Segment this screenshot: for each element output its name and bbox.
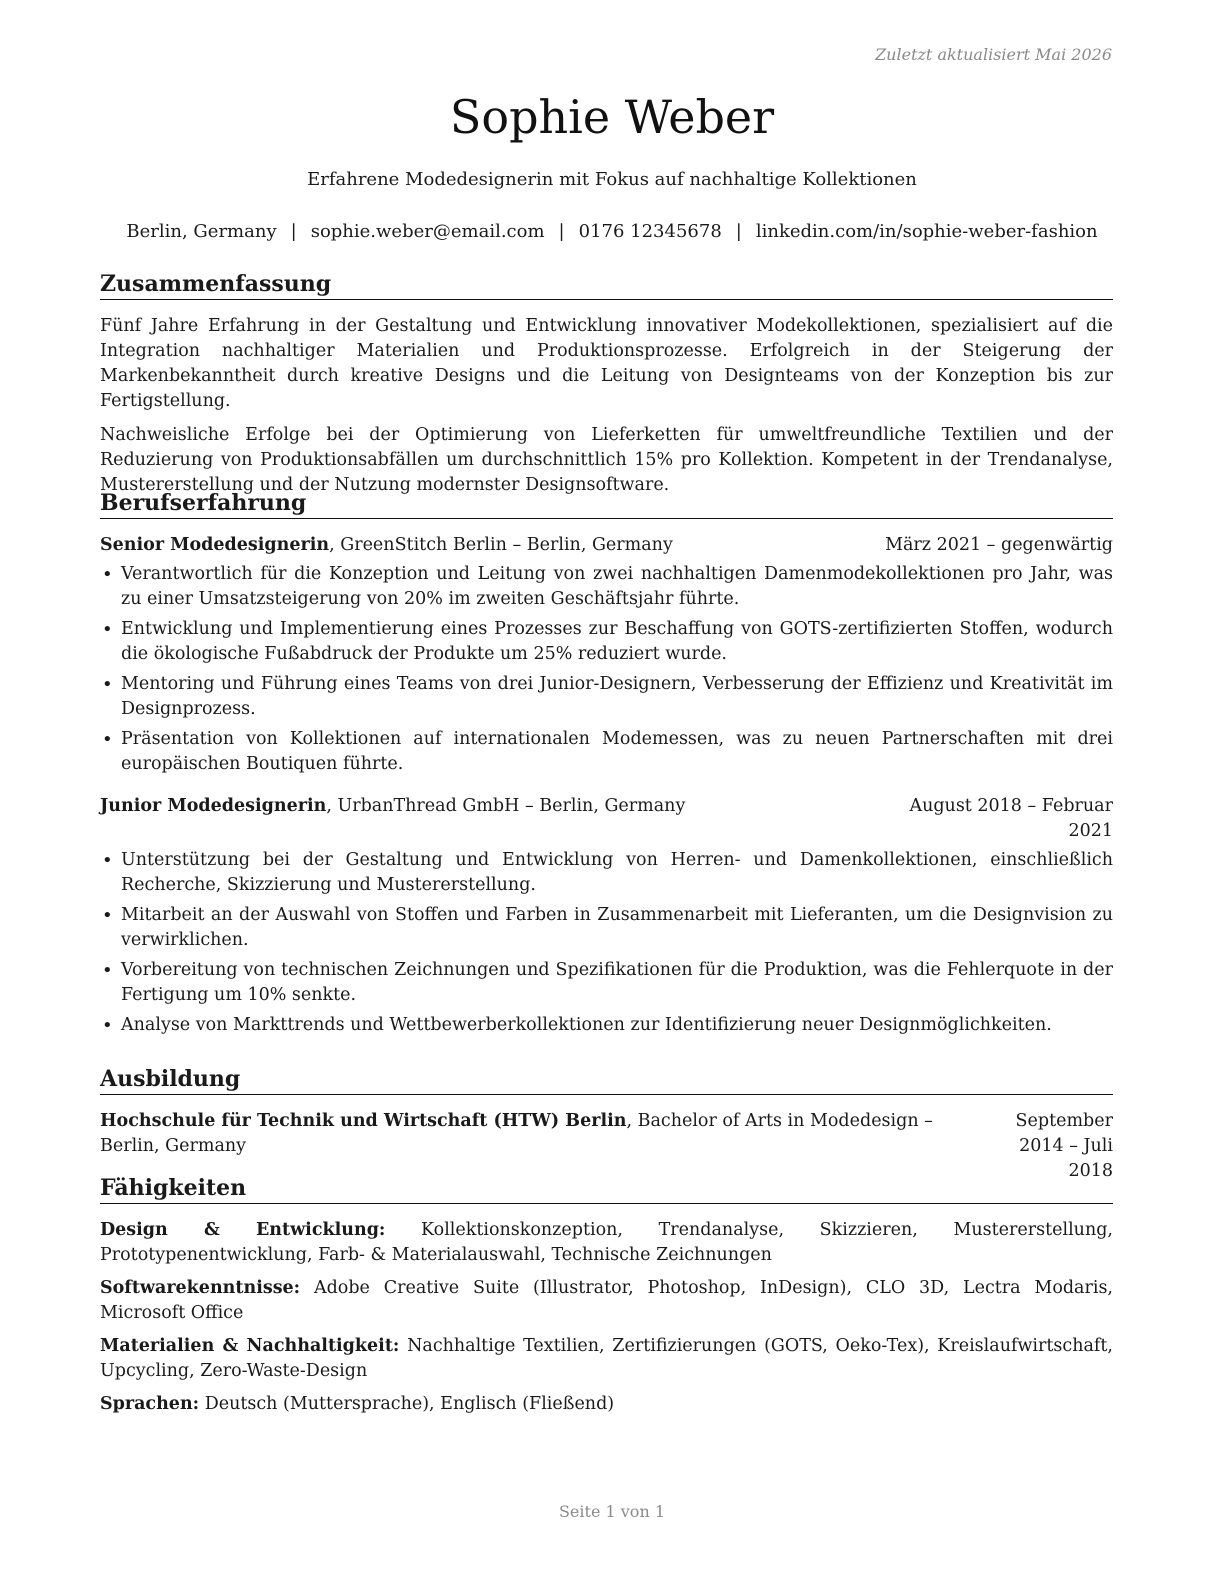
- list-item: • Mentoring und Führung eines Teams von drei Junior-Designern, Verbesserung der Effizienz und Kreativität im Designprozess.: [100, 672, 1113, 722]
- contact-line: [0, 220, 1224, 244]
- section-title-education: Ausbildung: [100, 1065, 1113, 1095]
- separator: |: [735, 221, 742, 242]
- list-item: • Vorbereitung von technischen Zeichnungen und Spezifikationen für die Produktion, was die Fehlerquote in der Fertigung um 10% senkte.: [100, 958, 1113, 1008]
- skill-value: Adobe Creative Suite (Illustrator, Photoshop, InDesign), CLO 3D, Lectra Modaris, Microsoft Office: [100, 1278, 1113, 1323]
- skill-value: Deutsch (Muttersprache), Englisch (Fließend): [199, 1394, 615, 1414]
- job-company: , GreenStitch Berlin – Berlin, Germany: [329, 535, 673, 555]
- job-dates: März 2021 – gegenwärtig: [885, 535, 1113, 555]
- list-item: • Mitarbeit an der Auswahl von Stoffen und Farben in Zusammenarbeit mit Lieferanten, um die Designvision zu verwirklichen.: [100, 903, 1113, 953]
- job-company: , UrbanThread GmbH – Berlin, Germany: [326, 796, 686, 816]
- list-item: • Analyse von Markttrends und Wettbewerberkollektionen zur Identifizierung neuer Designmöglichkeiten.: [100, 1013, 1113, 1038]
- education-entry: [100, 1109, 1113, 1184]
- skill-item: [100, 1334, 1113, 1384]
- tagline: Erfahrene Modedesignerin mit Fokus auf nachhaltige Kollektionen: [307, 169, 917, 190]
- education-line: [100, 1109, 974, 1184]
- job-bullets: [100, 562, 1113, 777]
- section-title-summary: Zusammenfassung: [100, 270, 1113, 300]
- skills-section: [100, 1174, 1113, 1425]
- skill-label: Materialien & Nachhaltigkeit:: [100, 1336, 400, 1356]
- summary-paragraph: Nachweisliche Erfolge bei der Optimierung von Lieferketten für umweltfreundliche Textilien und der Reduzierung von Produktionsabfällen um durchschnittlich 15% pro Kollektion. Kompetent in der Trendanalyse, Mustererstellung und der Nutzung modernster Designsoftware.: [100, 425, 1113, 495]
- summary-paragraph: Fünf Jahre Erfahrung in der Gestaltung und Entwicklung innovativer Modekollektionen, spezialisiert auf die Integration nachhaltiger Materialien und Produktionsprozesse. Erfolgreich in der Steigerung der Markenbekanntheit durch kreative Designs und die Leitung von Designteams von der Konzeption bis zur Fertigstellung.: [100, 316, 1113, 411]
- contact-linkedin[interactable]: linkedin.com/in/sophie-weber-fashion: [755, 221, 1098, 242]
- job-header: [100, 794, 1113, 844]
- contact-location: Berlin, Germany: [126, 221, 277, 242]
- separator: |: [290, 221, 297, 242]
- job-entry: [100, 794, 1113, 1038]
- skill-item: [100, 1276, 1113, 1326]
- separator: |: [558, 221, 565, 242]
- page-number: Seite 1 von 1: [558, 1502, 666, 1521]
- education-institution: Hochschule für Technik und Wirtschaft (HTW) Berlin: [100, 1111, 627, 1131]
- job-role: Junior Modedesignerin: [100, 796, 327, 816]
- job-title-line: [100, 533, 673, 558]
- education-dates: September 2014 – Juli 2018: [1015, 1111, 1113, 1181]
- section-title-skills: Fähigkeiten: [100, 1174, 1113, 1204]
- skill-item: [100, 1218, 1113, 1268]
- skill-label: Design & Entwicklung:: [100, 1220, 386, 1240]
- skill-label: Softwarekenntnisse:: [100, 1278, 301, 1298]
- job-entry: [100, 533, 1113, 777]
- job-bullets: [100, 848, 1113, 1038]
- skill-value: Nachhaltige Textilien, Zertifizierungen (GOTS, Oeko-Tex), Kreislaufwirtschaft, Upcycling, Zero-Waste-Design: [100, 1336, 1113, 1381]
- contact-email[interactable]: sophie.weber@email.com: [310, 221, 545, 242]
- list-item: • Entwicklung und Implementierung eines Prozesses zur Beschaffung von GOTS-zertifizierten Stoffen, wodurch die ökologische Fußabdruck der Produkte um 25% reduziert wurde.: [100, 617, 1113, 667]
- section-title-experience: Berufserfahrung: [100, 489, 1113, 519]
- skill-label: Sprachen:: [100, 1394, 200, 1414]
- page-title: Sophie Weber: [449, 90, 775, 144]
- job-role: Senior Modedesignerin: [100, 535, 330, 555]
- list-item: • Verantwortlich für die Konzeption und Leitung von zwei nachhaltigen Damenmodekollektionen pro Jahr, was zu einer Umsatzsteigerung von 20% im zweiten Geschäftsjahr führte.: [100, 562, 1113, 612]
- list-item: • Präsentation von Kollektionen auf internationalen Modemessen, was zu neuen Partnerschaften mit drei europäischen Boutiquen führte.: [100, 727, 1113, 777]
- skills-list: [100, 1218, 1113, 1417]
- job-dates: August 2018 – Februar 2021: [909, 796, 1113, 841]
- contact-phone[interactable]: 0176 12345678: [578, 221, 722, 242]
- skill-item: [100, 1392, 1113, 1417]
- list-item: • Unterstützung bei der Gestaltung und Entwicklung von Herren- und Damenkollektionen, einschließlich Recherche, Skizzierung und Mustererstellung.: [100, 848, 1113, 898]
- job-title-line: [100, 794, 685, 844]
- job-header: [100, 533, 1113, 558]
- education-section: [100, 1065, 1113, 1184]
- last-updated: Zuletzt aktualisiert Mai 2026: [875, 45, 1112, 64]
- skill-value: Kollektionskonzeption, Trendanalyse, Skizzieren, Mustererstellung, Prototypenentwicklung, Farb- & Materialauswahl, Technische Zeichnungen: [100, 1220, 1113, 1265]
- education-degree: , Bachelor of Arts in Modedesign – Berlin, Germany: [100, 1111, 933, 1156]
- experience-section: [100, 489, 1113, 1043]
- summary-section: [100, 270, 1113, 498]
